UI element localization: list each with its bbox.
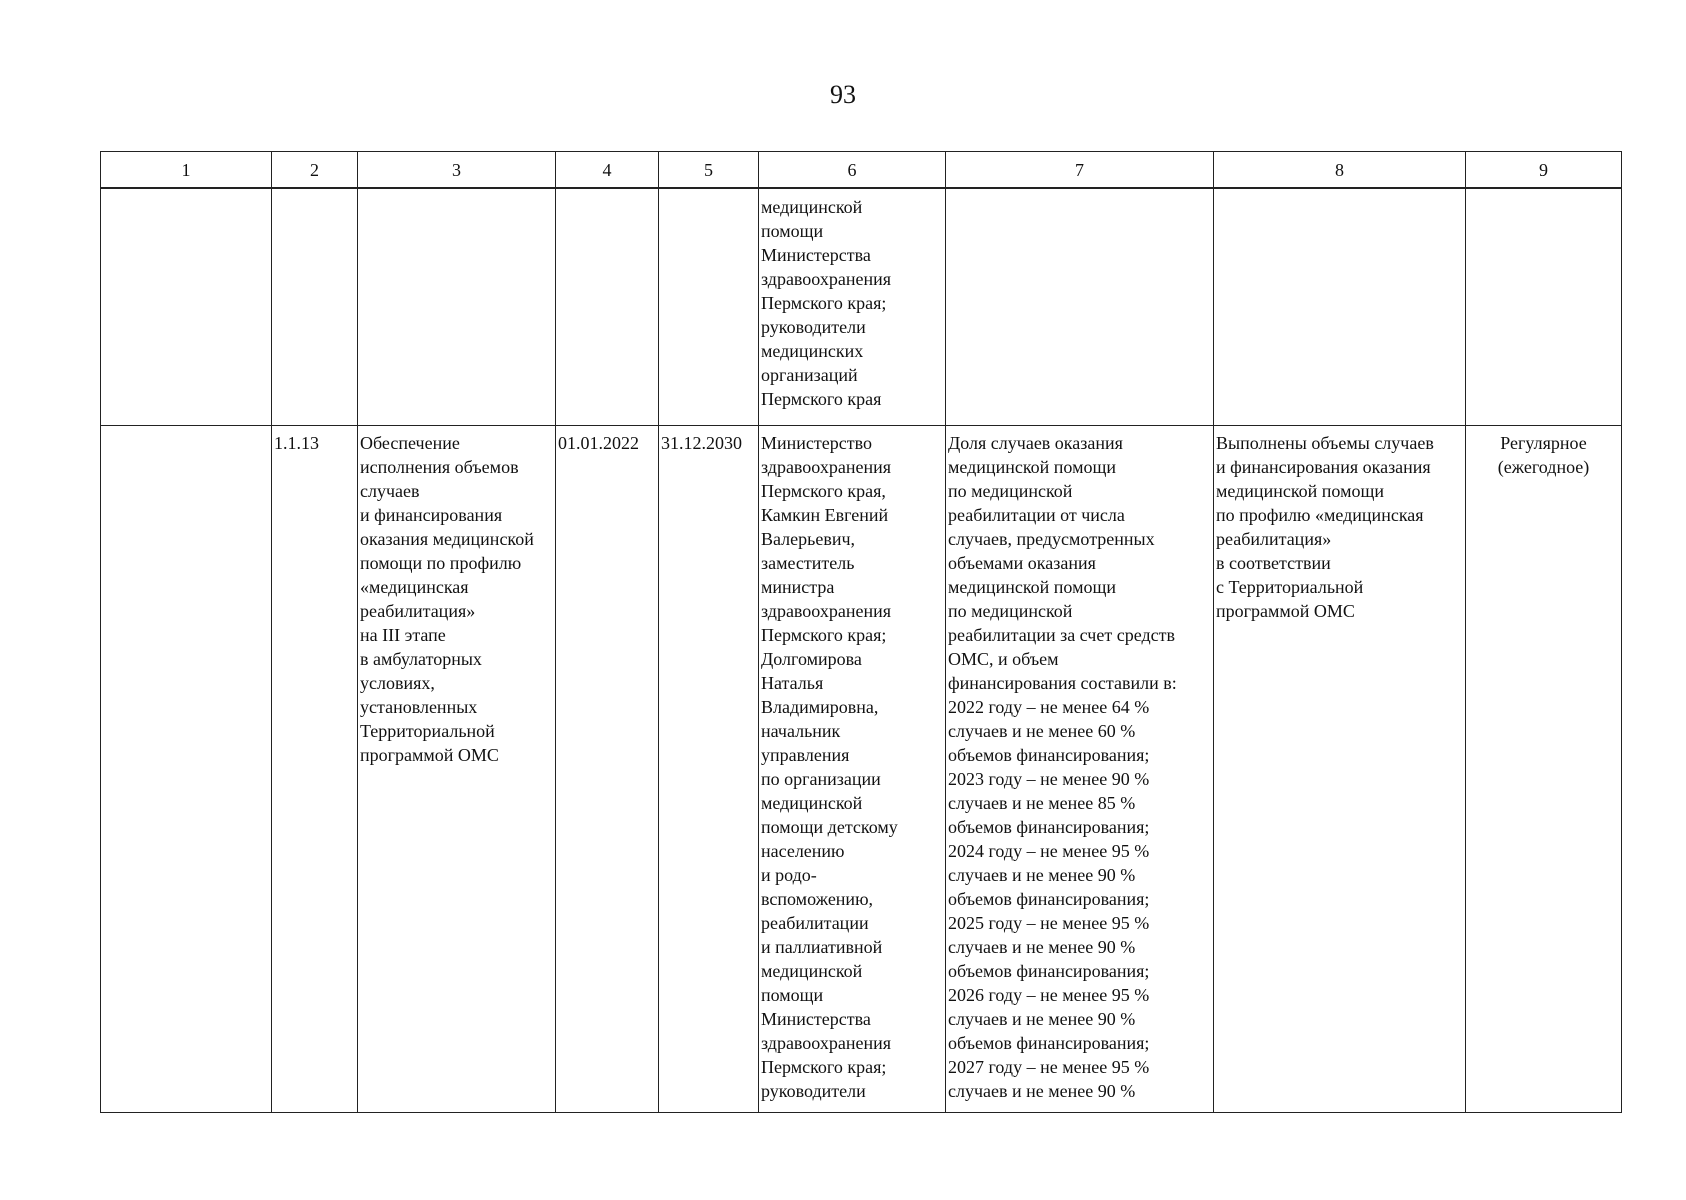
table-cell (946, 188, 1214, 426)
indicator-cell: Доля случаев оказания медицинской помощи по медицинской реабилитации от числа случаев, предусмотренных объемами оказания медицинской помощи по медицинской реабилитации за счет средств ОМС, и объем финансирования составили в: 2022 году – не менее 64 % случаев и не менее 60 % объемов финансирования; 2023 году – не менее 90 % случаев и не менее 85 % объемов финансирования; 2024 году – не менее 95 % случаев и не менее 90 % объемов финансирования; 2025 году – не менее 95 % случаев и не менее 90 % объемов финансирования; 2026 году – не менее 95 % случаев и не менее 90 % объемов финансирования; 2027 году – не менее 95 % случаев и не менее 90 % (946, 426, 1214, 1113)
column-header: 2 (272, 152, 358, 189)
measure-cell: Обеспечение исполнения объемов случаев и финансирования оказания медицинской помощи по профилю «медицинская реабилитация» на III этапе в амбулаторных условиях, установленных Территориальной программой ОМС (358, 426, 556, 1113)
column-header: 6 (759, 152, 946, 189)
table-cell (659, 188, 759, 426)
result-cell: Выполнены объемы случаев и финансирования оказания медицинской помощи по профилю «медицинская реабилитация» в соответствии с Территориальной программой ОМС (1214, 426, 1466, 1113)
column-header: 9 (1466, 152, 1622, 189)
periodicity-cell: Регулярное (ежегодное) (1466, 426, 1622, 1113)
column-header: 4 (556, 152, 659, 189)
plan-table (100, 151, 1622, 1113)
column-header: 8 (1214, 152, 1466, 189)
responsible-cell: Министерство здравоохранения Пермского края, Камкин Евгений Валерьевич, заместитель министра здравоохранения Пермского края; Долгомирова Наталья Владимировна, начальник управления по организации медицинской помощи детскому населению и родо- вспоможению, реабилитации и паллиативной медицинской помощи Министерства здравоохранения Пермского края; руководители (759, 426, 946, 1113)
responsible-cell: медицинской помощи Министерства здравоохранения Пермского края; руководители медицинских организаций Пермского края (759, 188, 946, 426)
table-cell (1466, 188, 1622, 426)
table-cell (1214, 188, 1466, 426)
column-header: 1 (101, 152, 272, 189)
column-header: 7 (946, 152, 1214, 189)
page-number: 93 (830, 80, 856, 109)
table-row (101, 426, 1622, 1113)
table-header-row (101, 152, 1622, 189)
table-cell (358, 188, 556, 426)
end-date-cell: 31.12.2030 (659, 426, 759, 1113)
item-number-cell: 1.1.13 (272, 426, 358, 1113)
table-row (101, 188, 1622, 426)
table-cell (272, 188, 358, 426)
column-header: 3 (358, 152, 556, 189)
column-header: 5 (659, 152, 759, 189)
table-cell (556, 188, 659, 426)
table-cell (101, 426, 272, 1113)
table-cell (101, 188, 272, 426)
start-date-cell: 01.01.2022 (556, 426, 659, 1113)
